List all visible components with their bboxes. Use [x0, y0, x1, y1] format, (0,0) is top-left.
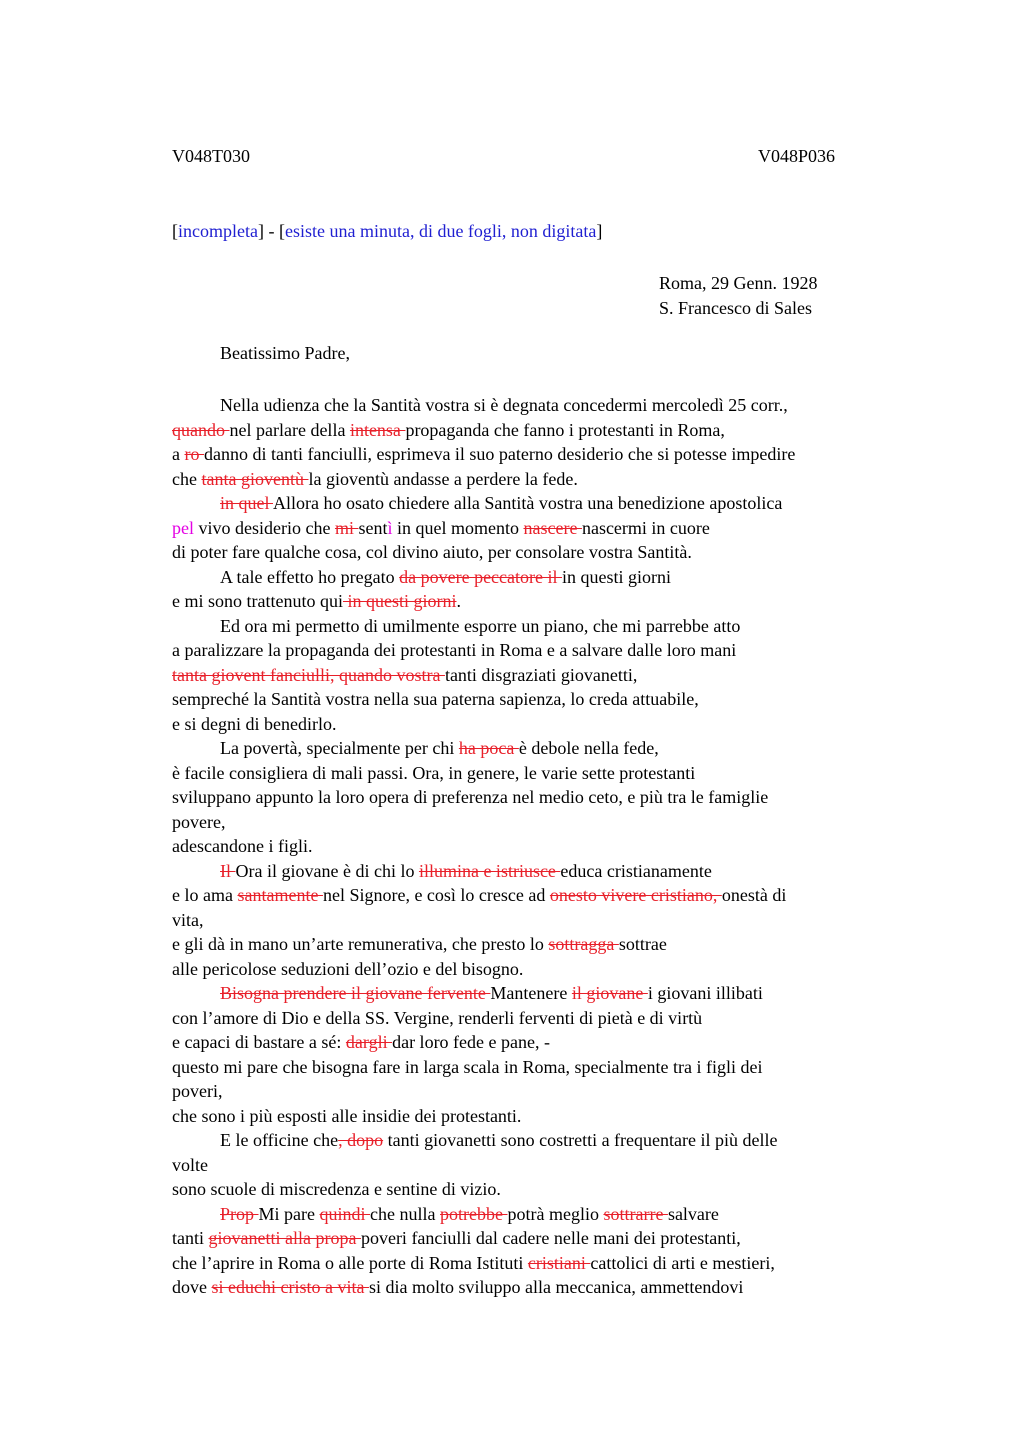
line-text: che l’aprire in Roma o alle porte di Roma Istituti	[172, 1252, 528, 1273]
line-text: cattolici di arti e mestieri,	[590, 1252, 775, 1273]
line-text: Allora ho osato chiedere alla Santità vostra una benedizione apostolica	[273, 493, 783, 513]
note-bracket: ]	[596, 221, 603, 241]
line-text: nel Signore, e così lo cresce ad	[322, 885, 550, 905]
line-text: .	[456, 591, 461, 611]
line-text: è debole nella fede,	[518, 738, 659, 758]
line-text: A tale effetto ho pregato	[220, 566, 400, 587]
line-text: sempreché la Santità vostra nella sua paterna sapienza, lo creda attuabile,	[172, 689, 699, 709]
text-line	[172, 1079, 892, 1104]
deleted-text: onesto vivere cristiano,	[549, 885, 722, 905]
text-line	[172, 712, 892, 737]
line-text: in questi giorni	[562, 566, 672, 587]
document-code-left: V048T030	[172, 146, 250, 166]
text-line	[172, 932, 892, 957]
note-tag-minuta: esiste una minuta, di due fogli, non digitata	[284, 221, 597, 241]
line-text: questo mi pare che bisogna fare in larga scala in Roma, specialmente tra i figli dei	[172, 1056, 763, 1077]
text-line	[172, 442, 892, 467]
line-text: e capaci di bastare a sé:	[172, 1032, 346, 1052]
text-line	[172, 785, 892, 810]
deleted-text: da povere peccatore il	[399, 566, 563, 587]
line-text: sviluppano appunto la loro opera di preferenza nel medio ceto, e più tra le famiglie	[172, 787, 769, 807]
deleted-text: Bisogna prendere il giovane fervente	[220, 983, 491, 1003]
text-line	[172, 1226, 892, 1251]
line-text: si dia molto sviluppo alla meccanica, ammettendovi	[368, 1277, 744, 1297]
line-text: povere,	[172, 811, 226, 832]
deleted-text: si educhi cristo a vita	[211, 1277, 369, 1297]
text-line	[172, 1030, 892, 1055]
text-line	[172, 393, 892, 418]
line-text: tanti	[172, 1228, 209, 1248]
text-line	[172, 736, 892, 761]
line-text: sono scuole di miscredenza e sentine di vizio.	[172, 1179, 501, 1199]
line-text: è facile consigliera di mali passi. Ora, in genere, le varie sette protestanti	[172, 762, 696, 783]
note-bracket: [	[172, 221, 178, 241]
deleted-text: in questi giorni	[342, 591, 457, 611]
text-line	[172, 638, 892, 663]
line-text: E le officine che	[220, 1130, 339, 1150]
text-line	[172, 1055, 892, 1080]
line-text: a	[172, 444, 185, 464]
line-text: sent	[358, 517, 388, 538]
deleted-text: illumina e istriusce	[418, 860, 561, 881]
line-text: e lo ama	[172, 885, 238, 905]
line-text: a paralizzare la propaganda dei protestanti in Roma e a salvare dalle loro mani	[172, 640, 737, 660]
letter-body	[172, 393, 892, 1300]
deleted-text: cristiani	[527, 1252, 591, 1273]
text-line	[172, 1006, 892, 1031]
line-text: potrà meglio	[507, 1203, 604, 1224]
line-text: poveri fanciulli dal cadere nelle mani dei protestanti,	[360, 1228, 741, 1248]
deleted-text: sottrarre	[603, 1203, 668, 1224]
text-line	[172, 908, 892, 933]
line-text: poveri,	[172, 1081, 223, 1101]
note-tag-incompleta: incompleta	[178, 221, 258, 241]
line-text: sottrae	[618, 934, 667, 954]
line-text: la gioventù andasse a perdere la fede.	[308, 468, 578, 489]
text-line	[172, 834, 892, 859]
deleted-text: ro	[184, 444, 204, 464]
text-line	[172, 1153, 892, 1178]
text-line	[172, 1251, 892, 1276]
deleted-text: mi	[334, 517, 359, 538]
text-line	[172, 467, 892, 492]
line-text: i giovani illibati	[647, 983, 763, 1003]
line-text: che	[172, 468, 202, 489]
text-line	[172, 810, 892, 835]
deleted-text: ha poca	[458, 738, 519, 758]
line-text: vivo desiderio che	[194, 517, 335, 538]
line-text: Mi pare	[258, 1203, 320, 1224]
line-text: salvare	[667, 1203, 719, 1224]
line-text: che nulla	[370, 1203, 440, 1224]
text-line	[172, 687, 892, 712]
deleted-text: tanta giovent fanciulli, quando vostra	[172, 664, 445, 685]
line-text: tanti giovanetti sono costretti a frequentare il più delle	[383, 1130, 778, 1150]
line-text: e mi sono trattenuto qui	[172, 591, 343, 611]
inserted-text: ì	[387, 517, 393, 538]
salutation: Beatissimo Padre,	[220, 343, 350, 363]
place-date-line: S. Francesco di Sales	[659, 298, 812, 318]
line-text: con l’amore di Dio e della SS. Vergine, renderli ferventi di pietà e di virtù	[172, 1007, 703, 1028]
text-line	[172, 1275, 892, 1300]
line-text: vita,	[172, 909, 204, 930]
line-text: e si degni di benedirlo.	[172, 713, 337, 734]
line-text: in quel momento	[392, 517, 524, 538]
text-line	[172, 981, 892, 1006]
line-text: educa cristianamente	[560, 860, 712, 881]
text-line	[172, 540, 892, 565]
deleted-text: tanta gioventù	[201, 468, 309, 489]
text-line	[172, 491, 892, 516]
line-text: nascermi in cuore	[581, 517, 710, 538]
document-code-right: V048P036	[758, 146, 836, 166]
line-text: adescandone i figli.	[172, 836, 313, 856]
place-date-line: Roma, 29 Genn. 1928	[659, 273, 818, 293]
inserted-text: pel	[172, 517, 194, 538]
text-line	[172, 1104, 892, 1129]
line-text: Ed ora mi permetto di umilmente esporre un piano, che mi parrebbe atto	[220, 615, 741, 636]
line-text: volte	[172, 1154, 208, 1175]
line-text: Nella udienza che la Santità vostra si è degnata concedermi mercoledì 25 corr.,	[220, 395, 788, 415]
deleted-text: quindi	[319, 1203, 371, 1224]
line-text: alle pericolose seduzioni dell’ozio e del bisogno.	[172, 958, 524, 979]
text-line	[172, 663, 892, 688]
line-text: Ora il giovane è di chi lo	[235, 860, 419, 881]
deleted-text: Prop	[220, 1203, 259, 1224]
deleted-text: santamente	[237, 885, 323, 905]
line-text: dar loro fede e pane, -	[392, 1032, 550, 1052]
deleted-text: Il	[220, 860, 236, 881]
line-text: propaganda che fanno i protestanti in Roma,	[405, 419, 725, 440]
deleted-text: giovanetti alla propa	[208, 1228, 361, 1248]
line-text: di poter fare qualche cosa, col divino aiuto, per consolare vostra Santità.	[172, 542, 692, 562]
deleted-text: il giovane	[571, 983, 648, 1003]
text-line	[172, 1128, 892, 1153]
text-line	[172, 614, 892, 639]
text-line	[172, 883, 892, 908]
text-line	[172, 1177, 892, 1202]
line-text: nel parlare della	[229, 419, 350, 440]
text-line	[172, 516, 892, 541]
deleted-text: sottragga	[548, 934, 619, 954]
note-separator: ] - [	[257, 221, 285, 241]
text-line	[172, 418, 892, 443]
deleted-text: potrebbe	[440, 1203, 508, 1224]
line-text: dove	[172, 1277, 212, 1297]
deleted-text: quando	[172, 419, 230, 440]
line-text: onestà di	[721, 885, 787, 905]
line-text: La povertà, specialmente per chi	[220, 738, 459, 758]
line-text: danno di tanti fanciulli, esprimeva il suo paterno desiderio che si potesse impedire	[204, 444, 796, 464]
deleted-text: nascere	[523, 517, 582, 538]
line-text: che sono i più esposti alle insidie dei protestanti.	[172, 1105, 522, 1126]
text-line	[172, 957, 892, 982]
text-line	[172, 565, 892, 590]
line-text: Mantenere	[490, 983, 572, 1003]
text-line	[172, 859, 892, 884]
text-line	[172, 761, 892, 786]
line-text: e gli dà in mano un’arte remunerativa, che presto lo	[172, 934, 549, 954]
deleted-text: in quel	[220, 493, 273, 513]
place-date	[659, 271, 817, 321]
deleted-text: intensa	[349, 419, 406, 440]
text-line	[172, 1202, 892, 1227]
editorial-note	[172, 221, 602, 242]
line-text: tanti disgraziati giovanetti,	[444, 664, 638, 685]
text-line	[172, 589, 892, 614]
deleted-text: dargli	[345, 1032, 393, 1052]
deleted-text: , dopo	[338, 1130, 384, 1150]
